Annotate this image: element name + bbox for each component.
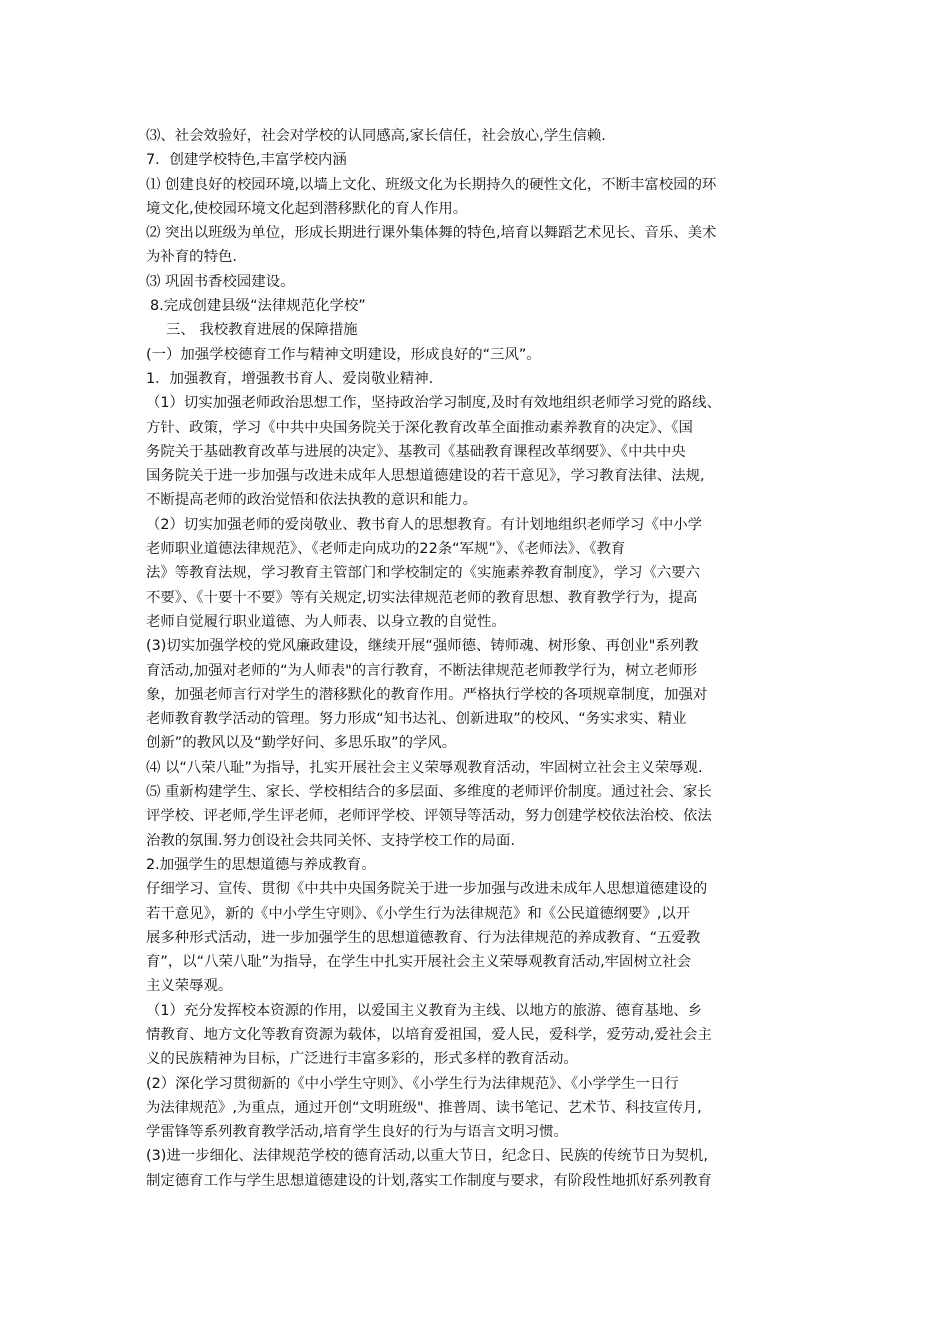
text-line: ⑷ 以“八荣八耻”为指导，扎实开展社会主义荣辱观教育活动，牢固树立社会主义荣辱观. xyxy=(146,759,703,776)
text-line: 制定德育工作与学生思想道德建设的计划,落实工作制度与要求，有阶段性地抓好系列教育 xyxy=(146,1172,712,1189)
text-line: 创新”的教风以及“勤学好问、多思乐取”的学风。 xyxy=(146,735,457,752)
text-line: （2）切实加强老师的爱岗敬业、教书育人的思想教育。有计划地组织老师学习《中小学 xyxy=(146,516,703,533)
text-line: 国务院关于进一步加强与改进未成年人思想道德建设的若干意见》，学习教育法律、法规, xyxy=(146,468,705,485)
text-line: （1）充分发挥校本资源的作用，以爱国主义教育为主线、以地方的旅游、德育基地、乡 xyxy=(146,1002,703,1019)
section-heading: 8.完成创建县级“法律规范化学校” xyxy=(150,298,366,315)
text-line: 为补育的特色. xyxy=(146,249,237,266)
text-line: 为法律规范》,为重点，通过开创“文明班级"、推普周、读书笔记、艺术节、科技宣传月, xyxy=(146,1099,702,1116)
text-line: ⑵ 突出以班级为单位，形成长期进行课外集体舞的特色,培育以舞蹈艺术见长、音乐、美术 xyxy=(146,225,717,242)
text-line: 不断提高老师的政治觉悟和依法执教的意识和能力。 xyxy=(146,492,477,509)
text-line: 象，加强老师言行对学生的潜移默化的教育作用。严格执行学校的各项规章制度，加强对 xyxy=(146,686,708,703)
text-line: 育”，以“八荣八耻”为指导，在学生中扎实开展社会主义荣辱观教育活动,牢固树立社会 xyxy=(146,954,692,971)
text-line: 育活动,加强对老师的“为人师表"的言行教育，不断法律规范老师教学行为，树立老师形 xyxy=(146,662,698,679)
text-line: 务院关于基础教育改革与进展的决定》、基教司《基础教育课程改革纲要》、《中共中央 xyxy=(146,443,686,460)
text-line: 治教的氛围.努力创设社会共同关怀、支持学校工作的局面. xyxy=(146,832,515,849)
text-line: 评学校、评老师,学生评老师，老师评学校、评领导等活动，努力创建学校依法治校、依法 xyxy=(146,808,712,825)
text-line: 展多种形式活动，进一步加强学生的思想道德教育、行为法律规范的养成教育、“五爱教 xyxy=(146,929,701,946)
text-line: 老师自觉履行职业道德、为人师表、以身立教的自觉性。 xyxy=(146,613,506,630)
text-line: 老师职业道德法律规范》、《老师走向成功的22条“军规”》、《老师法》、《教育 xyxy=(146,541,626,558)
section-heading: (一）加强学校德育工作与精神文明建设，形成良好的“三风”。 xyxy=(146,346,541,363)
text-line: 主义荣辱观。 xyxy=(146,978,233,995)
text-line: 仔细学习、宣传、贯彻《中共中央国务院关于进一步加强与改进未成年人思想道德建设的 xyxy=(146,881,708,898)
text-line: ⑶ 巩固书香校园建设。 xyxy=(146,273,295,290)
section-heading: 1．加强教育，增强教书育人、爱岗敬业精神. xyxy=(146,370,434,387)
section-heading: 7．创建学校特色,丰富学校内涵 xyxy=(146,152,347,169)
text-line: 若干意见》，新的《中小学生守则》、《小学生行为法律规范》和《公民道德纲要》,以开 xyxy=(146,905,691,922)
text-line: (2）深化学习贯彻新的《中小学生守则》、《小学生行为法律规范》、《小学学生一日行 xyxy=(146,1075,679,1092)
text-line: ⑶、社会效验好，社会对学校的认同感高,家长信任，社会放心,学生信赖. xyxy=(146,128,606,144)
chapter-heading: 三、 我校教育进展的保障措施 xyxy=(166,322,358,339)
text-line: ⑸ 重新构建学生、家长、学校相结合的多层面、多维度的老师评价制度。通过社会、家长 xyxy=(146,784,712,801)
section-heading: 2.加强学生的思想道德与养成教育。 xyxy=(146,856,376,873)
document-page xyxy=(146,124,810,1193)
text-line: (3)切实加强学校的党风廉政建设，继续开展“强师德、铸师魂、树形象、再创业"系列教 xyxy=(146,638,699,655)
text-line: 法》等教育法规，学习教育主管部门和学校制定的《实施素养教育制度》，学习《六要六 xyxy=(146,565,701,582)
text-line: 情教育、地方文化等教育资源为载体，以培育爱祖国，爱人民，爱科学，爱劳动,爱社会主 xyxy=(146,1026,712,1043)
text-line: 义的民族精神为目标，广泛进行丰富多彩的，形式多样的教育活动。 xyxy=(146,1051,578,1068)
text-line: 不要》、《十要十不要》等有关规定,切实法律规范老师的教育思想、教育教学行为，提高 xyxy=(146,589,698,606)
text-line: 学雷锋等系列教育教学活动,培育学生良好的行为与语言文明习惯。 xyxy=(146,1124,568,1141)
text-line: 老师教育教学活动的管理。努力形成“知书达礼、创新进取”的校风、“务实求实、精业 xyxy=(146,711,687,728)
text-line: 方针、政策，学习《中共中央国务院关于深化教育改革全面推动素养教育的决定》、《国 xyxy=(146,419,693,436)
text-line: ⑴ 创建良好的校园环境,以墙上文化、班级文化为长期持久的硬性文化，不断丰富校园的环 xyxy=(146,176,717,193)
text-line: （1）切实加强老师政治思想工作，坚持政治学习制度,及时有效地组织老师学习党的路线、 xyxy=(146,395,721,412)
text-line: (3)进一步细化、法律规范学校的德育活动,以重大节日，纪念日、民族的传统节日为契机, xyxy=(146,1148,708,1165)
text-line: 境文化,使校园环境文化起到潜移默化的育人作用。 xyxy=(146,200,468,217)
